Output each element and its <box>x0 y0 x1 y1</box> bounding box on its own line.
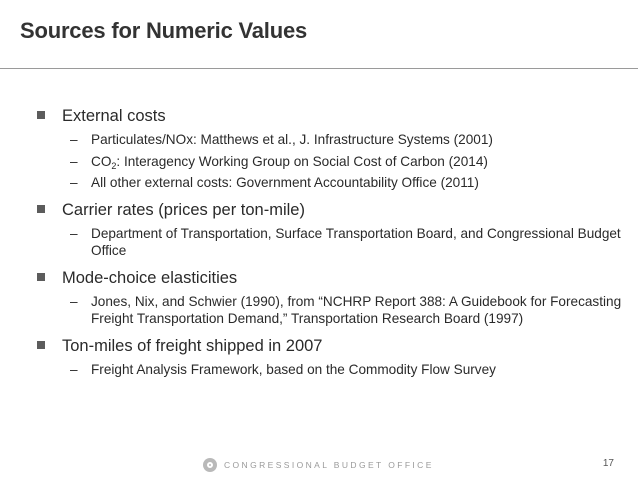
slide-title: Sources for Numeric Values <box>20 18 308 43</box>
square-bullet-icon <box>37 273 45 281</box>
bullet-label: Carrier rates (prices per ton-mile) <box>62 200 305 219</box>
sub-item-text: Jones, Nix, and Schwier (1990), from “NCHRP Report 388: A Guidebook for Forecasting Freight Transportation Demand,” Transportation Research Board (1997) <box>91 293 622 326</box>
sub-item <box>70 225 627 260</box>
sub-item-text: Freight Analysis Framework, based on the Commodity Flow Survey <box>91 361 496 377</box>
sub-item-text: All other external costs: Government Accountability Office (2011) <box>91 175 479 190</box>
dash-marker: – <box>70 225 78 241</box>
dash-marker: – <box>70 132 78 147</box>
bullet-ton-miles <box>37 336 627 379</box>
co2-subscript: 2 <box>111 160 117 171</box>
square-bullet-icon <box>37 341 45 349</box>
slide-footer <box>0 457 638 475</box>
sub-list <box>70 361 627 379</box>
square-bullet-icon <box>37 205 45 213</box>
bullet-mode-choice <box>37 268 627 328</box>
page-number: 17 <box>602 458 614 469</box>
sub-item <box>70 174 627 192</box>
dash-marker: – <box>70 361 78 377</box>
sub-list <box>70 293 627 328</box>
bullet-label: Mode-choice elasticities <box>62 268 238 287</box>
sub-item <box>70 153 627 171</box>
title-divider <box>0 68 638 69</box>
bullet-external-costs <box>37 106 627 192</box>
dash-marker: – <box>70 175 78 190</box>
sub-list <box>70 131 627 192</box>
sub-item <box>70 293 627 328</box>
co2-prefix: CO <box>91 153 112 169</box>
sub-item <box>70 131 627 149</box>
sub-item-text: : Interagency Working Group on Social Cost of Carbon (2014) <box>116 153 488 169</box>
sub-item <box>70 361 627 379</box>
bullet-carrier-rates <box>37 200 627 260</box>
square-bullet-icon <box>37 111 45 119</box>
sub-list <box>70 225 627 260</box>
bullet-label: External costs <box>62 107 166 125</box>
cbo-logo-icon <box>203 458 217 472</box>
dash-marker: – <box>70 293 78 309</box>
slide-content <box>37 106 627 386</box>
sub-item-text: Department of Transportation, Surface Transportation Board, and Congressional Budget Office <box>91 225 621 258</box>
bullet-label: Ton-miles of freight shipped in 2007 <box>62 336 323 355</box>
sub-item-text: Particulates/NOx: Matthews et al., J. Infrastructure Systems (2001) <box>91 132 493 147</box>
dash-marker: – <box>70 153 78 169</box>
organization-name: CONGRESSIONAL BUDGET OFFICE <box>224 460 434 470</box>
